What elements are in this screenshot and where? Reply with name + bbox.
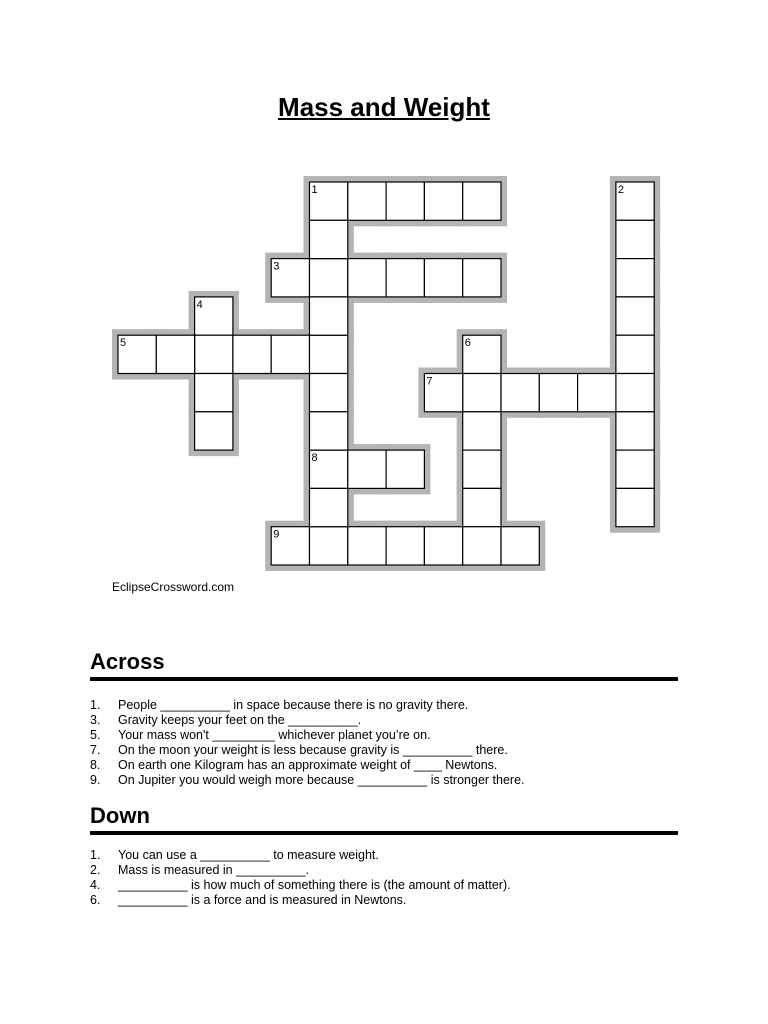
- cell-number: 4: [196, 298, 203, 311]
- clue-number: 4.: [90, 878, 101, 892]
- clue-item: [90, 713, 690, 728]
- clue-number: 5.: [90, 728, 101, 742]
- crossword-cell[interactable]: [233, 335, 271, 373]
- cell-number: 8: [311, 452, 318, 465]
- clue-text: People __________ in space because there is no gravity there.: [118, 698, 469, 712]
- crossword-cell[interactable]: [616, 220, 654, 258]
- clue-number: 3.: [90, 713, 101, 727]
- crossword-cell[interactable]: [616, 412, 654, 450]
- down-heading: Down: [90, 803, 678, 835]
- cell-number: 6: [464, 337, 471, 350]
- down-clue-list: [90, 848, 690, 908]
- crossword-cell[interactable]: [616, 450, 654, 488]
- crossword-cell[interactable]: [463, 412, 501, 450]
- clue-number: 9.: [90, 773, 101, 787]
- clue-number: 6.: [90, 893, 101, 907]
- crossword-cell[interactable]: [463, 450, 501, 488]
- clue-item: [90, 773, 690, 788]
- crossword-cell[interactable]: [539, 374, 577, 412]
- clue-number: 8.: [90, 758, 101, 772]
- crossword-cell[interactable]: [386, 182, 424, 220]
- clue-item: [90, 848, 690, 863]
- crossword-cell[interactable]: [424, 527, 462, 565]
- clue-text: On Jupiter you would weigh more because __________ is stronger there.: [118, 773, 525, 787]
- crossword-cell[interactable]: [348, 450, 386, 488]
- crossword-cell[interactable]: [348, 527, 386, 565]
- across-heading: Across: [90, 649, 678, 681]
- crossword-cell[interactable]: [616, 374, 654, 412]
- clue-text: You can use a __________ to measure weight.: [118, 848, 379, 862]
- crossword-cell[interactable]: [616, 297, 654, 335]
- crossword-cell[interactable]: [424, 259, 462, 297]
- crossword-cell[interactable]: [616, 488, 654, 526]
- credit-text: EclipseCrossword.com: [112, 580, 235, 594]
- clue-text: On the moon your weight is less because gravity is __________ there.: [118, 743, 508, 757]
- page-title: Mass and Weight: [278, 92, 490, 122]
- cell-number: 1: [311, 184, 318, 196]
- clue-item: [90, 893, 690, 908]
- clue-text: Mass is measured in __________.: [118, 863, 310, 877]
- clue-number: 2.: [90, 863, 101, 877]
- crossword-cell[interactable]: [501, 374, 539, 412]
- cell-number: 3: [273, 260, 280, 273]
- crossword-cell[interactable]: [310, 488, 348, 526]
- crossword-cell[interactable]: [424, 182, 462, 220]
- crossword-cell[interactable]: [616, 259, 654, 297]
- crossword-cell[interactable]: [310, 374, 348, 412]
- crossword-cell[interactable]: [195, 374, 233, 412]
- clue-item: [90, 863, 690, 878]
- crossword-cell[interactable]: [386, 527, 424, 565]
- clue-item: [90, 743, 690, 758]
- cell-number: 7: [426, 375, 433, 388]
- clue-text: __________ is how much of something there is (the amount of matter).: [118, 878, 511, 892]
- crossword-cell[interactable]: [271, 335, 309, 373]
- clue-item: [90, 758, 690, 773]
- crossword-cell[interactable]: [386, 259, 424, 297]
- crossword-cell[interactable]: [348, 259, 386, 297]
- crossword-cell[interactable]: [310, 412, 348, 450]
- clue-number: 7.: [90, 743, 101, 757]
- crossword-cell[interactable]: [156, 335, 194, 373]
- crossword-cell[interactable]: [195, 335, 233, 373]
- across-clue-list: [90, 698, 690, 788]
- clue-item: [90, 878, 690, 893]
- crossword-cell[interactable]: [463, 374, 501, 412]
- clue-item: [90, 728, 690, 743]
- crossword-cell[interactable]: [310, 220, 348, 258]
- clue-text: Gravity keeps your feet on the __________.: [118, 713, 362, 727]
- crossword-cell[interactable]: [616, 335, 654, 373]
- cell-number: 2: [617, 184, 625, 196]
- crossword-cell[interactable]: [310, 259, 348, 297]
- crossword-cell[interactable]: [348, 182, 386, 220]
- clue-text: On earth one Kilogram has an approximate weight of ____ Newtons.: [118, 758, 498, 772]
- crossword-cell[interactable]: [501, 527, 539, 565]
- clue-text: __________ is a force and is measured in Newtons.: [118, 893, 407, 907]
- crossword-cell[interactable]: [386, 450, 424, 488]
- clue-text: Your mass won't _________ whichever planet you’re on.: [118, 728, 431, 742]
- clue-number: 1.: [90, 698, 101, 712]
- crossword-cell[interactable]: [463, 488, 501, 526]
- crossword-cell[interactable]: [578, 374, 616, 412]
- crossword-cell[interactable]: [195, 412, 233, 450]
- clue-item: [90, 698, 690, 713]
- crossword-cell[interactable]: [310, 297, 348, 335]
- crossword-cell[interactable]: [463, 527, 501, 565]
- crossword-cell[interactable]: [463, 182, 501, 220]
- cell-number: 9: [273, 528, 280, 541]
- crossword-cell[interactable]: [310, 527, 348, 565]
- clue-number: 1.: [90, 848, 101, 862]
- cell-number: 5: [120, 337, 127, 350]
- crossword-cell[interactable]: [463, 259, 501, 297]
- crossword-cell[interactable]: [310, 335, 348, 373]
